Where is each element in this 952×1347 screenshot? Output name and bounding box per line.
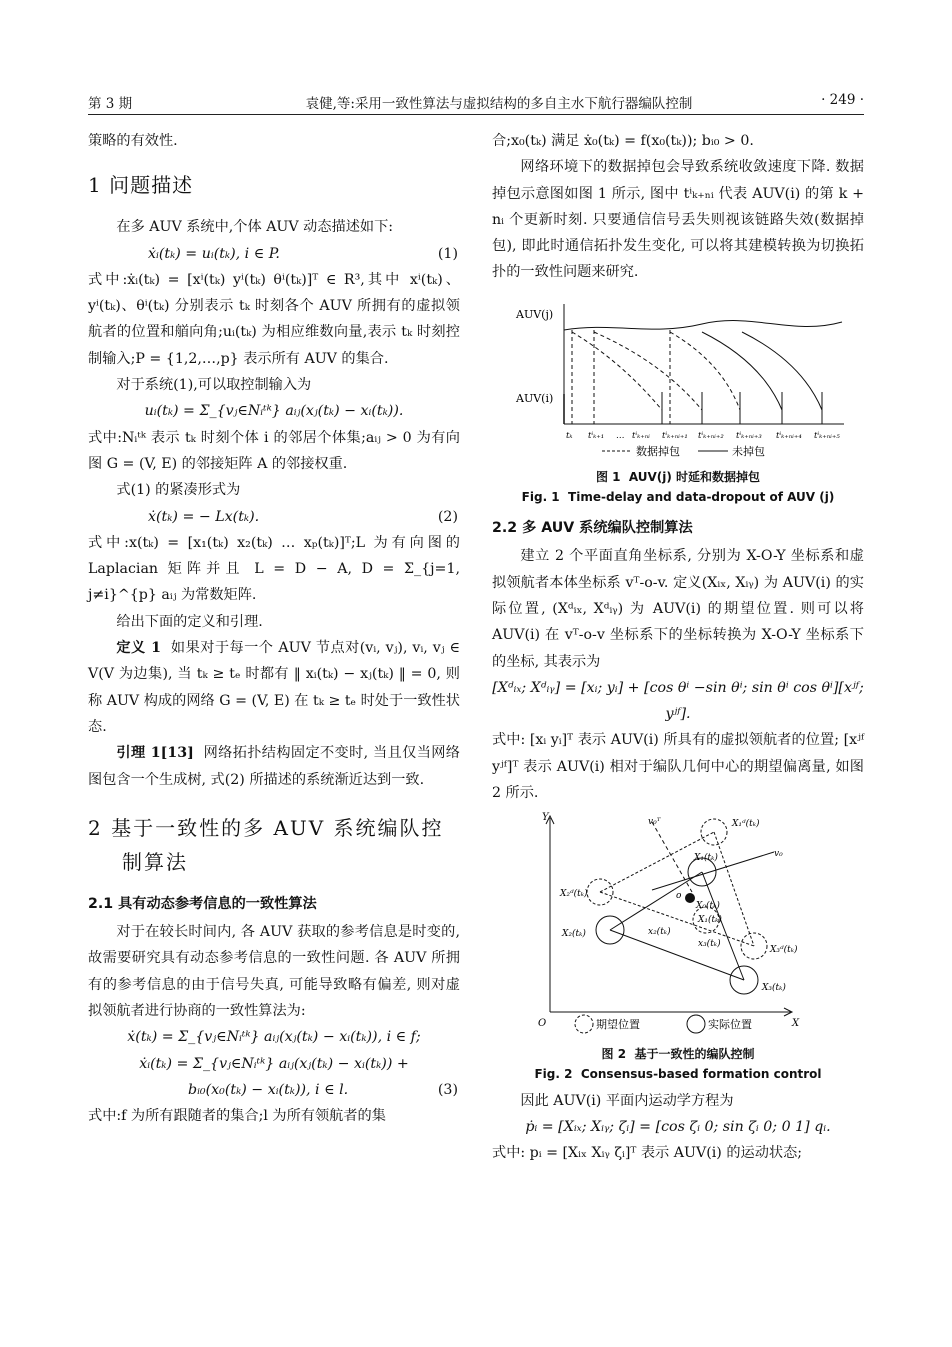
legend-actual-symbol (687, 1015, 705, 1033)
fig2-label: X₁ᵈ(tₖ) (732, 819, 760, 830)
auv-j-signal-curve (564, 320, 842, 329)
fig2-label: X₁(tₖ) (694, 853, 718, 864)
formation-edge (610, 930, 744, 980)
auv-i-label: AUV(i) (516, 391, 554, 405)
section-2-title-line-2: 制算法 (122, 849, 188, 874)
tick-label: tⁱₖ₊ₙᵢ₊₁ (662, 430, 688, 441)
figure-2-caption-cn (492, 1044, 864, 1064)
issue-number: 第 3 期 (88, 96, 133, 112)
paragraph: 式中:x(tₖ) = [x₁(tₖ) x₂(tₖ) … xₚ(tₖ)]ᵀ;L 为有向图的 Laplacian 矩阵并且 L = D − A, D = Σ_{j=1, j≠i}^{p} aᵢⱼ 为常数矩阵. (88, 534, 460, 604)
figure-2-caption-en (492, 1064, 864, 1084)
caption-label: Fig. 2 (534, 1066, 573, 1081)
caption-label: 图 1 (595, 470, 621, 485)
tick-label: tⁱₖ₊ₙᵢ₊₂ (698, 430, 724, 441)
legend-actual-label: 实际位置 (708, 1018, 752, 1032)
caption-text: Consensus-based formation control (580, 1066, 822, 1081)
paragraph: 式中:ẋᵢ(tₖ) = [xⁱ(tₖ) yⁱ(tₖ) θⁱ(tₖ)]ᵀ ∈ R³,其中 xⁱ(tₖ)、yⁱ(tₖ)、θⁱ(tₖ) 分别表示 tₖ 时刻各个 AUV 所拥有的虚拟领航者的位置和艏向角;uᵢ(tₖ) 为相应维数向量,表示 tₖ 时刻控制输入;P = {1,2,…,p} 表示所有 AUV 的集合. (88, 271, 460, 367)
left-column (88, 128, 460, 1130)
tick-label: tₖ (566, 430, 573, 441)
caption-label: 图 2 (601, 1046, 627, 1061)
equation-3b: ẋᵢ(tₖ) = Σ_{vⱼ∈Nᵢᵗᵏ} aᵢⱼ(xⱼ(tₖ) − xᵢ(tₖ)) + (139, 1055, 409, 1072)
fig2-label: X₃ᵈ(tₖ) (770, 945, 798, 956)
formation-edge (702, 872, 744, 980)
right-column (492, 128, 864, 1167)
section-1-title: 1 问题描述 (88, 173, 194, 198)
equation-2 (88, 504, 460, 530)
tick-label: tⁱₖ₊ₙᵢ₊₃ (736, 430, 762, 441)
paragraph: 式中: pᵢ = [Xᵢₓ Xᵢᵧ ζᵢ]ᵀ 表示 AUV(i) 的运动状态; (492, 1145, 803, 1162)
fig2-label: x₂(tₖ) (648, 927, 671, 938)
section-2-title (88, 811, 460, 879)
paragraph: 式中: [xᵢ yᵢ]ᵀ 表示 AUV(i) 所具有的虚拟领航者的位置; [xʲᶠ yʲᶠ]ᵀ 表示 AUV(i) 相对于编队几何中心的期望偏离量, 如图 2 所示. (492, 732, 864, 802)
legend-expected-symbol (575, 1015, 593, 1033)
figure-1-tick-labels (566, 431, 840, 441)
paragraph: 式(1) 的紧凑形式为 (116, 482, 241, 499)
equation-number: (2) (437, 508, 458, 525)
origin-label: O (538, 1018, 547, 1030)
equation-kinematics: ṗᵢ = [Xᵢₓ; Xᵢᵧ; ζᵢ] = [cos ζᵢ 0; sin ζᵢ 0; 0 1] qᵢ. (525, 1118, 831, 1135)
paragraph: 给出下面的定义和引理. (116, 613, 263, 630)
tick-label: tⁱₖ₊ₙᵢ₊₄ (776, 430, 802, 441)
equation-1 (88, 241, 460, 267)
paragraph: 因此 AUV(i) 平面内运动学方程为 (520, 1092, 734, 1109)
fig2-label: X₂(tₖ) (562, 929, 586, 940)
x-axis-label: X (792, 1018, 800, 1030)
figure-2 (492, 812, 864, 1083)
section-2-title-line-1: 2 基于一致性的多 AUV 系统编队控 (88, 815, 444, 840)
tick-label: tⁱₖ₊ₙᵢ₊₅ (814, 430, 840, 441)
definition-text: 如果对于每一个 AUV 节点对(vᵢ, vⱼ), vᵢ, vⱼ ∈ V(V 为边集), 当 tₖ ≥ tₑ 时都有 ‖ xᵢ(tₖ) − xⱼ(tₖ) ‖ = 0, 则称 AUV 构成的网络 G = (V, E) 在 tₖ ≥ tₑ 时处于一致性状态. (88, 640, 461, 735)
lemma-text: 网络拓扑结构固定不变时, 当且仅当网络图包含一个生成树, 式(2) 所描述的系统渐近达到一致. (88, 745, 460, 788)
header-rule (88, 114, 864, 115)
fig2-label: X₀(tₖ) (696, 901, 720, 912)
definition-label: 定义 1 (116, 640, 161, 657)
paragraph: 对于在较长时间内, 各 AUV 获取的参考信息是时变的, 故需要研究具有动态参考信息的一致性问题. 各 AUV 所拥有的参考信息的由于信号失真, 可能导致略有偏差, 则对虚拟领航者进行协商的一致性算法为: (88, 924, 460, 1020)
running-title: 袁健,等:采用一致性算法与虚拟结构的多自主水下航行器编队控制 (305, 96, 693, 112)
lemma-label: 引理 1[13] (116, 745, 194, 762)
paragraph: 建立 2 个平面直角坐标系, 分别为 X-O-Y 坐标系和虚拟领航者本体坐标系 vᵀ-o-v. 定义(Xᵢₓ, Xᵢᵧ) 为 AUV(i) 的实际位置, (Xᵈᵢₓ, Xᵈᵢᵧ) 为 AUV(i) 的期望位置. 则可以将 AUV(i) 在 vᵀ-o-v 坐标系下的坐标转换为 X-O-Y 坐标系下的坐标, 其表示为 (492, 548, 864, 670)
caption-text: 基于一致性的编队控制 (634, 1046, 755, 1061)
caption-text: AUV(j) 时延和数据掉包 (628, 470, 761, 485)
lemma-1 (88, 740, 460, 793)
tick-label: tⁱₖ₊₁ (588, 430, 605, 441)
definition-1 (88, 635, 460, 740)
paragraph: 对于系统(1),可以取控制输入为 (116, 377, 312, 394)
fig2-label: v₀ᵀ (648, 817, 661, 828)
page-number: · 249 · (821, 92, 864, 108)
figure-1-caption-en (492, 487, 864, 507)
tick-label: … (616, 430, 625, 441)
not-dropped-solid-group (662, 332, 822, 424)
formation-center-marker (685, 893, 695, 903)
fig2-label: o (676, 891, 682, 902)
paragraph: 式中:Nᵢᵗᵏ 表示 tₖ 时刻个体 i 的邻居个体集;aᵢⱼ > 0 为有向图 G = (V, E) 的邻接矩阵 A 的邻接权重. (88, 429, 460, 472)
figure-1-diagram (492, 292, 864, 458)
fig2-label: X₁(tₖ) (698, 915, 722, 926)
paragraph: 网络环境下的数据掉包会导致系统收敛速度下降. 数据掉包示意图如图 1 所示, 图中 tⁱₖ₊ₙᵢ 代表 AUV(i) 的第 k + nᵢ 个更新时刻. 只要通信信号丢失则视该链路失效(数据掉包), 即此时通信拓扑发生变化, 可以将其建模转换为切换拓扑的一致性问题来研究. (492, 159, 864, 281)
figure-2-diagram (492, 812, 864, 1034)
equation-rotation: [Xᵈᵢₓ; Xᵈᵢᵧ] = [xᵢ; yᵢ] + [cos θⁱ −sin θⁱ; sin θⁱ cos θⁱ][xʲᶠ; yʲᶠ]. (492, 679, 864, 723)
fig2-label: X₂ᵈ(tₖ) (560, 889, 588, 900)
equation-body: ẋᵢ(tₖ) = uᵢ(tₖ), i ∈ P. (148, 245, 280, 262)
legend-solid-label: 未掉包 (732, 444, 765, 458)
fig2-label: x₃(tₖ) (698, 939, 721, 950)
caption-label: Fig. 1 (521, 490, 560, 505)
figure-1 (492, 292, 864, 507)
tick-label: tⁱₖ₊ₙᵢ (632, 430, 650, 441)
paragraph: 在多 AUV 系统中,个体 AUV 动态描述如下: (116, 219, 394, 236)
subsection-2-2-title: 2.2 多 AUV 系统编队控制算法 (492, 520, 693, 537)
equation-body: bᵢ₀(x₀(tₖ) − xᵢ(tₖ)), i ∈ l. (188, 1081, 349, 1098)
equation-number: (1) (437, 245, 458, 262)
data-dropout-dashed-group (572, 330, 740, 424)
fig2-label: X₃(tₖ) (762, 983, 786, 994)
auv-j-label: AUV(j) (516, 307, 554, 321)
paragraph: 式中:f 为所有跟随者的集合;l 为所有领航者的集 (88, 1108, 386, 1125)
equation-3a: ẋ(tₖ) = Σ_{vⱼ∈Nᵢᵗᵏ} aᵢⱼ(xⱼ(tₖ) − xᵢ(tₖ)), i ∈ f; (127, 1029, 421, 1046)
y-axis-label: Y (542, 812, 549, 824)
equation-3c (88, 1077, 460, 1103)
figure-1-caption-cn (492, 467, 864, 487)
fig2-label: v₀ (774, 849, 783, 860)
expected-positions-group (587, 819, 767, 959)
equation-number: (3) (437, 1081, 458, 1098)
equation-control-input: uᵢ(tₖ) = Σ_{vⱼ∈Nᵢᵗᵏ} aᵢⱼ(xⱼ(tₖ) − xᵢ(tₖ)). (144, 403, 404, 420)
equation-body: ẋ(tₖ) = − Lx(tₖ). (148, 508, 260, 525)
paragraph: 合;x₀(tₖ) 满足 ẋ₀(tₖ) = f(x₀(tₖ)); bᵢ₀ > 0. (492, 133, 754, 149)
subsection-2-1-title: 2.1 具有动态参考信息的一致性算法 (88, 895, 317, 912)
caption-text: Time-delay and data-dropout of AUV (j) (568, 490, 835, 505)
paragraph: 策略的有效性. (88, 133, 178, 149)
legend-expected-label: 期望位置 (596, 1018, 640, 1032)
legend-dashed-label: 数据掉包 (636, 444, 680, 458)
